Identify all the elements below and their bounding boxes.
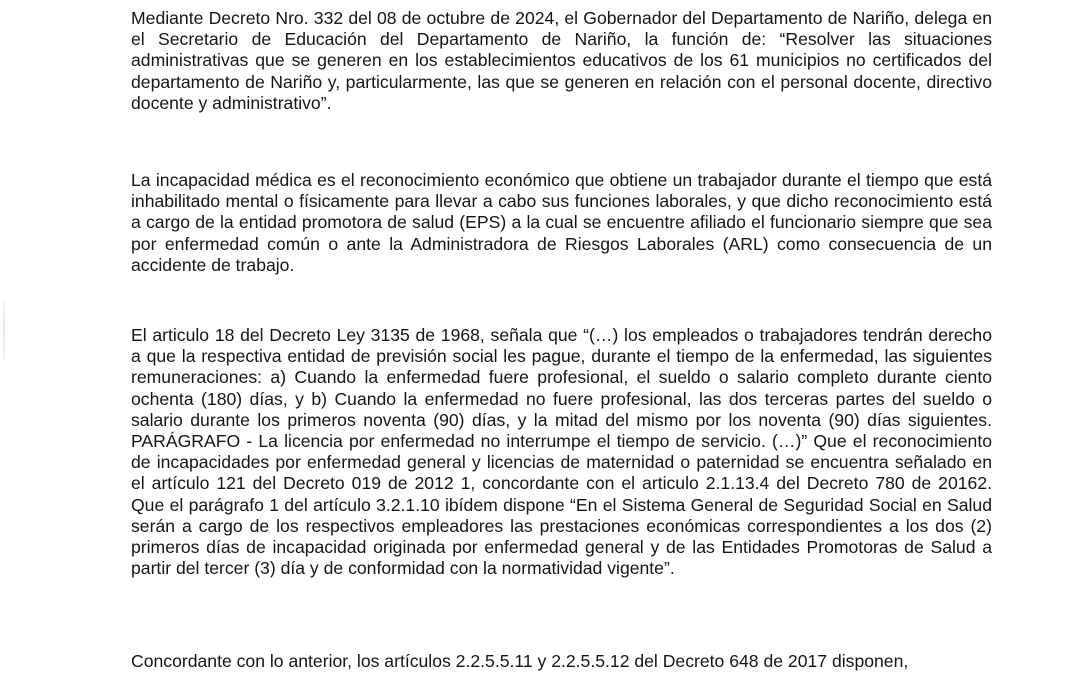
paragraph-incapacidad-medica: La incapacidad médica es el reconocimiento económico que obtiene un trabajador durante el tiempo que está inhabilitado mental o físicamente para llevar a cabo sus funciones laborales, y que dicho reconocimiento está a cargo de la entidad promotora de salud (EPS) a la cual se encuentre afiliado el funcionario siempre que sea por enfermedad común o ante la Administradora de Riesgos Laborales (ARL) como consecuencia de un accidente de trabajo. [131,170,992,275]
paragraph-decreto-332: Mediante Decreto Nro. 332 del 08 de octubre de 2024, el Gobernador del Departamento de Nariño, delega en el Secretario de Educación del Departamento de Nariño, la función de: “Resolver las situaciones administrativas que se generen en los establecimientos educativos de los 61 municipios no certificados del departamento de Nariño y, particularmente, las que se generen en relación con el personal docente, directivo docente y administrativo”. [131,8,992,113]
scan-edge-mark [3,300,5,360]
paragraph-articulo-18: El articulo 18 del Decreto Ley 3135 de 1968, señala que “(…) los empleados o trabajadores tendrán derecho a que la respectiva entidad de previsión social les pague, durante el tiempo de la enfermedad, las siguientes remuneraciones: a) Cuando la enfermedad fuere profesional, el sueldo o salario completo durante ciento ochenta (180) días, y b) Cuando la enfermedad no fuere profesional, las dos terceras partes del sueldo o salario durante los primeros noventa (90) días, y la mitad del mismo por los noventa (90) días siguientes. PARÁGRAFO - La licencia por enfermedad no interrumpe el tiempo de servicio. (…)” Que el reconocimiento de incapacidades por enfermedad general y licencias de maternidad o paternidad se encuentra señalado en el artículo 121 del Decreto 019 de 2012 1, concordante con el articulo 2.1.13.4 del Decreto 780 de 20162. Que el parágrafo 1 del artículo 3.2.1.10 ibídem dispone “En el Sistema General de Seguridad Social en Salud serán a cargo de los respectivos empleadores las prestaciones económicas correspondientes a los dos (2) primeros días de incapacidad originada por enfermedad general y de las Entidades Promotoras de Salud a partir del tercer (3) día y de conformidad con la normatividad vigente”. [131,325,992,579]
paragraph-concordante: Concordante con lo anterior, los artículos 2.2.5.5.11 y 2.2.5.5.12 del Decreto 648 de 2017 disponen, [131,651,909,671]
